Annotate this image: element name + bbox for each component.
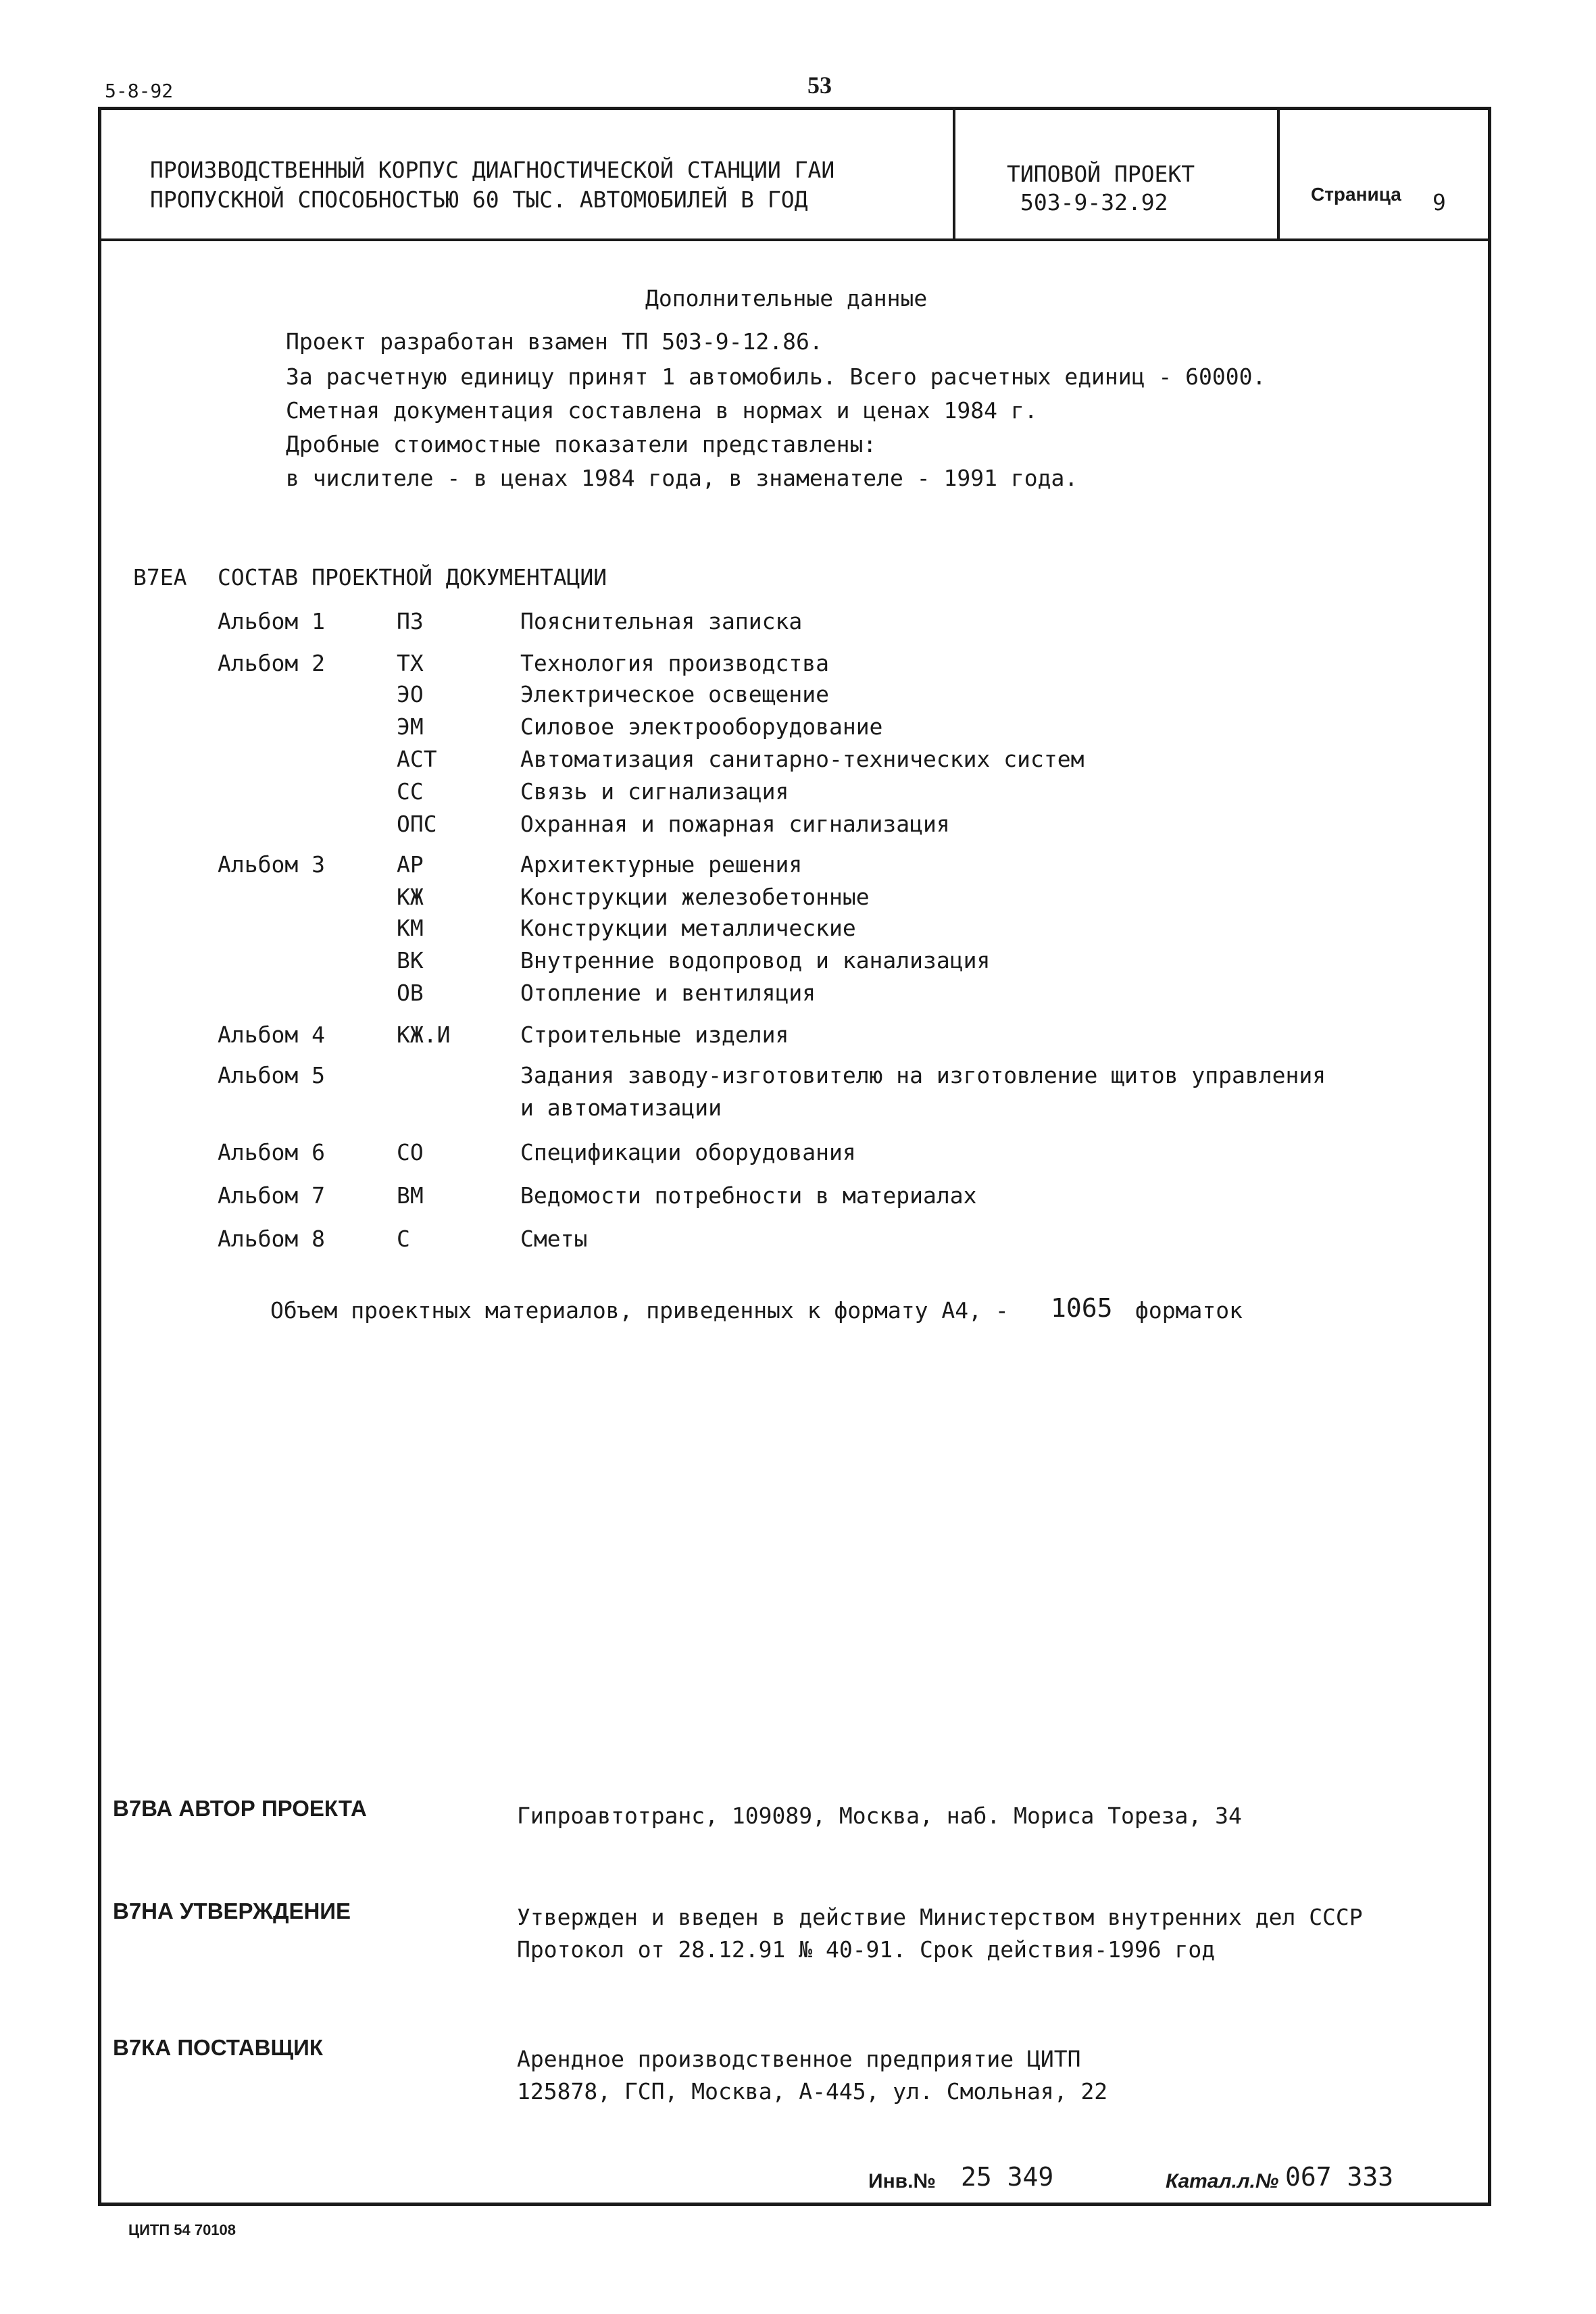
album-name: Сметы [520,1226,588,1252]
album-name: Конструкции металлические [520,915,856,941]
additional-line: Сметная документация составлена в нормах и ценах 1984 г. [286,397,1038,424]
supplier-line-1: Арендное производственное предприятие ЦИТП [517,2046,1081,2072]
inventory-label: Инв.№ [868,2170,936,2192]
printer-stamp: ЦИТП 54 70108 [128,2221,236,2238]
album-name: Охранная и пожарная сигнализация [520,811,950,837]
album-label: Альбом 1 [218,608,325,634]
album-name: Пояснительная записка [520,608,803,634]
catalog-label: Катал.л.№ [1166,2170,1279,2192]
volume-unit: форматок [1135,1297,1243,1324]
header-separator-1 [953,107,955,240]
album-name: Связь и сигнализация [520,778,789,805]
album-code: С [397,1226,410,1252]
album-name: Отопление и вентиляция [520,980,816,1006]
album-name: Строительные изделия [520,1022,789,1048]
album-name: Автоматизация санитарно-технических систем [520,746,1084,772]
album-name: Ведомости потребности в материалах [520,1182,977,1209]
document-code: 5-8-92 [105,80,174,102]
header-separator-2 [1277,107,1280,240]
author-value: Гипроавтотранс, 109089, Москва, наб. Мориса Тореза, 34 [517,1803,1242,1829]
project-label: ТИПОВОЙ ПРОЕКТ [1007,161,1195,187]
album-code: КМ [397,915,424,941]
additional-data-title: Дополнительные данные [645,285,928,311]
album-name: Внутренние водопровод и канализация [520,947,991,974]
album-code: ЭМ [397,713,424,740]
album-code: ТХ [397,650,424,676]
album-name: Конструкции железобетонные [520,884,870,910]
title-line-1: ПРОИЗВОДСТВЕННЫЙ КОРПУС ДИАГНОСТИЧЕСКОЙ СТАНЦИИ ГАИ [150,157,835,183]
supplier-label: В7КА ПОСТАВЩИК [113,2035,323,2060]
album-code: СО [397,1139,424,1165]
header-divider [98,238,1491,241]
album-label: Альбом 8 [218,1226,325,1252]
volume-value: 1065 [1051,1293,1113,1323]
album-code: КЖ.И [397,1022,451,1048]
page-label: Страница [1311,184,1401,205]
composition-title: СОСТАВ ПРОЕКТНОЙ ДОКУМЕНТАЦИИ [218,564,607,590]
inventory-number: 25 349 [961,2162,1054,2192]
additional-line: в числителе - в ценах 1984 года, в знаменателе - 1991 года. [286,465,1078,491]
album-code: ВМ [397,1182,424,1209]
catalog-number: 067 333 [1285,2162,1394,2192]
album-label: Альбом 4 [218,1022,325,1048]
title-line-2: ПРОПУСКНОЙ СПОСОБНОСТЬЮ 60 ТЫС. АВТОМОБИЛЕЙ В ГОД [150,186,808,213]
album-code: АСТ [397,746,437,772]
album-name: Спецификации оборудования [520,1139,856,1165]
album-code: АР [397,851,424,878]
album-name: Силовое электрооборудование [520,713,883,740]
approval-line-1: Утвержден и введен в действие Министерством внутренних дел СССР [517,1904,1363,1930]
approval-label: В7НА УТВЕРЖДЕНИЕ [113,1898,351,1923]
album-label: Альбом 3 [218,851,325,878]
album-name: Технология производства [520,650,829,676]
page-value: 9 [1432,189,1446,216]
composition-code: В7ЕА [133,564,187,590]
album-name: Задания заводу-изготовителю на изготовление щитов управления [520,1062,1326,1088]
album-label: Альбом 6 [218,1139,325,1165]
album-name: и автоматизации [520,1095,722,1121]
sheet-number: 53 [807,72,832,99]
album-name: Архитектурные решения [520,851,803,878]
additional-line: Дробные стоимостные показатели представлены: [286,431,877,457]
additional-line: За расчетную единицу принят 1 автомобиль. Всего расчетных единиц - 60000. [286,363,1266,390]
album-code: ПЗ [397,608,424,634]
project-code: 503-9-32.92 [1020,189,1168,216]
album-code: СС [397,778,424,805]
album-label: Альбом 7 [218,1182,325,1209]
album-code: ЭО [397,681,424,707]
supplier-line-2: 125878, ГСП, Москва, А-445, ул. Смольная, 22 [517,2078,1108,2105]
album-label: Альбом 5 [218,1062,325,1088]
album-code: ОВ [397,980,424,1006]
album-code: ВК [397,947,424,974]
album-label: Альбом 2 [218,650,325,676]
additional-line: Проект разработан взамен ТП 503-9-12.86. [286,328,823,355]
album-code: ОПС [397,811,437,837]
volume-text: Объем проектных материалов, приведенных к формату А4, - [270,1297,1009,1324]
approval-line-2: Протокол от 28.12.91 № 40-91. Срок действия-1996 год [517,1936,1216,1963]
album-code: КЖ [397,884,424,910]
author-label: В7ВА АВТОР ПРОЕКТА [113,1796,367,1821]
album-name: Электрическое освещение [520,681,829,707]
